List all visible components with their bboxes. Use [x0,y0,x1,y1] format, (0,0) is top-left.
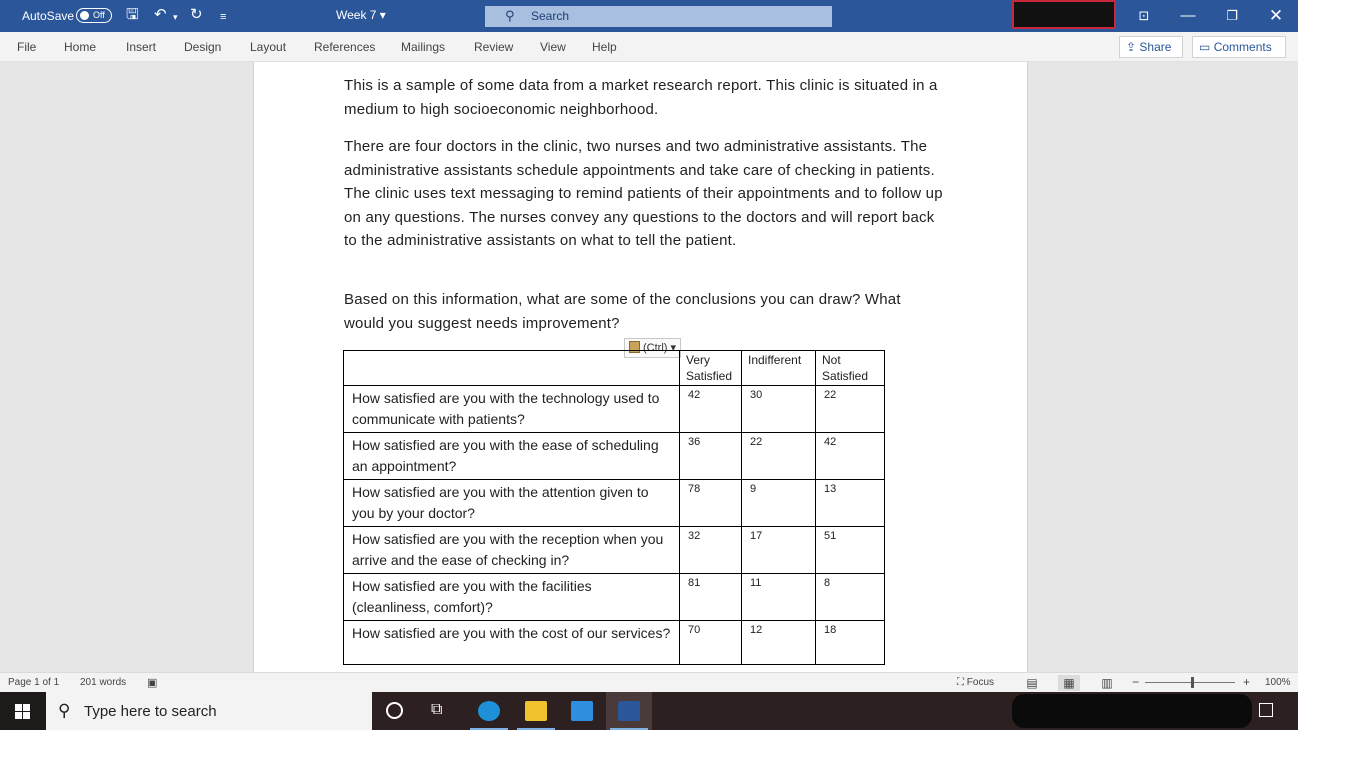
taskbar-edge[interactable] [466,692,512,730]
table-row [344,433,885,480]
taskbar-word[interactable] [606,692,652,730]
folder-icon [525,701,547,721]
comment-icon: ▭ [1199,40,1211,54]
restore-icon[interactable]: ❐ [1226,8,1238,23]
tab-help[interactable]: Help [592,40,617,54]
search-bar[interactable] [485,6,832,27]
web-layout-icon[interactable]: ▥ [1101,676,1113,690]
search-icon: ⚲ [505,8,515,23]
document-title[interactable]: Week 7 ▾ [336,8,386,22]
search-placeholder: Search [531,9,570,23]
toggle-knob [80,11,89,20]
autosave-toggle[interactable] [76,8,112,23]
read-mode-icon[interactable]: ▤ [1026,676,1038,690]
title-bar [0,0,1298,32]
taskbar-search[interactable] [46,692,372,730]
taskbar-mail[interactable] [559,692,605,730]
table-row [344,386,885,433]
running-indicator [610,728,648,730]
autosave-state: Off [93,10,105,20]
indifferent-cell[interactable]: 22 [742,433,816,480]
document-canvas[interactable] [0,62,1298,672]
proofing-icon[interactable]: ▣ [147,677,158,689]
indifferent-cell[interactable]: 12 [742,621,816,665]
zoom-out-icon[interactable]: − [1132,675,1140,689]
account-redacted[interactable] [1012,0,1116,29]
very-satisfied-cell[interactable]: 36 [680,433,742,480]
running-indicator [517,728,555,730]
word-count[interactable]: 201 words [80,677,127,688]
question-cell[interactable]: How satisfied are you with the cost of our services? [344,621,680,665]
not-satisfied-cell[interactable]: 51 [816,527,885,574]
search-icon: ⚲ [58,701,71,720]
taskbar-search-placeholder: Type here to search [84,703,217,720]
table-row [344,480,885,527]
very-satisfied-cell[interactable]: 42 [680,386,742,433]
tab-references[interactable]: References [314,40,376,54]
ribbon-tabs [0,32,1298,62]
paragraph-intro[interactable]: This is a sample of some data from a market research report. This clinic is situated in a medium to high socioeconomic neighborhood. [344,77,938,118]
not-satisfied-cell[interactable]: 18 [816,621,885,665]
indifferent-cell[interactable]: 9 [742,480,816,527]
tab-home[interactable]: Home [64,40,97,54]
focus-button[interactable] [957,677,994,688]
paragraph-question[interactable]: Based on this information, what are some of the conclusions you can draw? What would you suggest needs improvement? [344,291,901,332]
indifferent-cell[interactable]: 11 [742,574,816,621]
very-satisfied-cell[interactable]: 32 [680,527,742,574]
tab-file[interactable]: File [17,40,37,54]
table-header-not-satisfied: Not Satisfied [816,351,885,386]
minimize-icon[interactable]: — [1180,7,1196,24]
zoom-level[interactable]: 100% [1265,677,1291,688]
tab-view[interactable]: View [540,40,566,54]
table-row [344,574,885,621]
tab-insert[interactable]: Insert [126,40,157,54]
customize-toolbar-icon[interactable]: ≡ [220,11,227,23]
task-view-icon[interactable]: ⧉ [431,701,443,718]
tab-design[interactable]: Design [184,40,222,54]
table-row [344,527,885,574]
question-cell[interactable]: How satisfied are you with the technology used to communicate with patients? [344,386,680,433]
system-tray-redacted [1012,694,1252,728]
undo-icon[interactable]: ↶ [154,6,167,23]
mail-icon [571,701,593,721]
zoom-slider[interactable] [1145,682,1235,683]
undo-dropdown-icon[interactable]: ▾ [173,12,178,22]
zoom-slider-thumb[interactable] [1191,677,1194,688]
save-icon[interactable]: 🖫 [126,6,139,23]
zoom-in-icon[interactable]: + [1243,675,1251,689]
share-button[interactable] [1119,36,1183,58]
print-layout-icon[interactable]: ▦ [1058,675,1080,691]
indifferent-cell[interactable]: 30 [742,386,816,433]
ribbon-display-icon[interactable]: ⊡ [1138,8,1150,23]
autosave-label: AutoSave [22,9,75,23]
not-satisfied-cell[interactable]: 42 [816,433,885,480]
share-icon: ⇪ [1126,40,1137,54]
focus-icon: ⛶ [957,677,964,688]
table-header-very-satisfied: Very Satisfied [680,351,742,386]
paste-options-button[interactable]: (Ctrl) ▾ [624,338,681,358]
redo-icon[interactable]: ↻ [190,6,203,23]
comments-button[interactable] [1192,36,1286,58]
not-satisfied-cell[interactable]: 22 [816,386,885,433]
very-satisfied-cell[interactable]: 70 [680,621,742,665]
page-count[interactable]: Page 1 of 1 [8,677,60,688]
very-satisfied-cell[interactable]: 78 [680,480,742,527]
taskbar-file-explorer[interactable] [513,692,559,730]
comments-label: Comments [1213,40,1272,54]
windows-logo-icon [15,704,30,719]
very-satisfied-cell[interactable]: 81 [680,574,742,621]
cortana-icon[interactable] [386,702,403,719]
question-cell[interactable]: How satisfied are you with the reception when you arrive and the ease of checking in? [344,527,680,574]
question-cell[interactable]: How satisfied are you with the attention given to you by your doctor? [344,480,680,527]
tab-review[interactable]: Review [474,40,514,54]
running-indicator [470,728,508,730]
taskbar [0,692,1298,730]
not-satisfied-cell[interactable]: 13 [816,480,885,527]
edge-icon [478,701,500,721]
table-row [344,621,885,665]
paragraph-staff[interactable]: There are four doctors in the clinic, two nurses and two administrative assistants. The administrative assistants schedule appointments and take care of checking in patients. The clinic uses text messaging to remind patients of their appointments and to follow up on any questions. The nurses convey any questions to the doctors and will report back to the administrative assistants on what to tell the patient. [344,138,943,249]
table-header-empty [344,351,680,386]
not-satisfied-cell[interactable]: 8 [816,574,885,621]
indifferent-cell[interactable]: 17 [742,527,816,574]
paste-options-label: (Ctrl) [643,342,668,354]
tab-mailings[interactable]: Mailings [401,40,446,54]
share-label: Share [1139,40,1172,54]
status-bar [0,672,1298,692]
focus-label: Focus [966,677,995,688]
table-header-indifferent: Indifferent [742,351,816,386]
question-cell[interactable]: How satisfied are you with the ease of scheduling an appointment? [344,433,680,480]
start-button[interactable] [0,692,46,730]
table-header-row [344,351,885,386]
notification-icon[interactable] [1259,703,1273,717]
question-cell[interactable]: How satisfied are you with the facilities (cleanliness, comfort)? [344,574,680,621]
tab-layout[interactable]: Layout [250,40,287,54]
close-icon[interactable]: ✕ [1268,6,1284,25]
survey-table[interactable] [343,350,885,665]
word-icon [618,701,640,721]
